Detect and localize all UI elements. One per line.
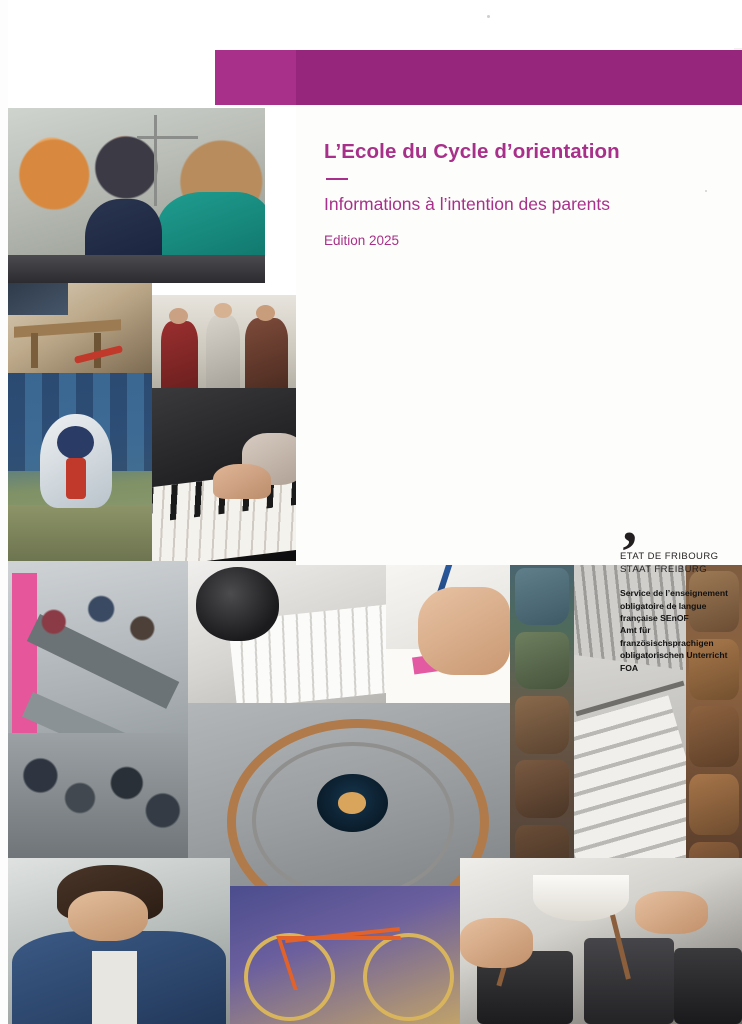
service-name-fr: Service de l’enseignement obligatoire de langue française SEnOF [620,588,728,623]
fribourg-comma-icon: ‚ [620,489,640,554]
photo-pupils-presentation [152,295,297,388]
title-panel [296,105,742,673]
scan-top-margin [0,0,742,48]
state-logo [620,489,742,674]
photo-robot-sculpture [8,373,152,561]
photo-boy-writing [8,858,230,1024]
photo-science-class [8,108,265,283]
photo-kitchen-pots [460,858,742,1024]
scan-left-margin [0,0,8,1024]
header-band-dark [296,50,742,105]
photo-keyboard-mouse [188,561,386,703]
photo-escalator-crowd [8,561,188,858]
title-rule [326,178,348,180]
edition-label: Edition 2025 [324,233,400,249]
photo-carved-masks-left [510,561,574,899]
scan-speck [705,190,707,192]
scan-speck [487,15,490,18]
logo-line-fr: ETAT DE FRIBOURG [620,551,719,562]
photo-wood-workshop [8,283,152,373]
photo-bicycle [230,886,460,1024]
photo-hand-writing [386,561,510,703]
service-name-de: Amt für französischsprachigen obligatorischen Unterricht FOA [620,625,728,673]
logo-line-de: STAAT FREIBURG [620,563,708,575]
page-subtitle: Informations à l’intention des parents [324,193,610,214]
page-title: L’Ecole du Cycle d’orientation [324,140,620,163]
photo-piano-hands [152,388,297,561]
